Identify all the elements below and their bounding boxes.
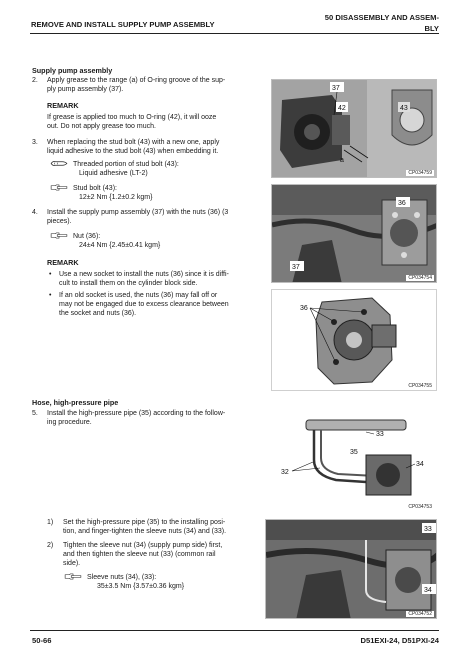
torque-line: 24±4 Nm {2.45±0.41 kgm} bbox=[79, 242, 161, 249]
step-3 bbox=[32, 138, 264, 156]
figure-high-pressure-pipe-drawing bbox=[266, 410, 437, 512]
remark-line: may not be engaged due to excess clearance between bbox=[59, 301, 229, 308]
step-text-line: ply pump assembly (37). bbox=[47, 86, 124, 93]
header-chapter-title bbox=[325, 12, 439, 34]
substep-line: side). bbox=[63, 560, 81, 567]
wrench-icon bbox=[49, 184, 69, 191]
torque-spec-sleeve-nuts bbox=[63, 573, 184, 591]
wrench-icon bbox=[63, 573, 83, 580]
substep-line: Set the high-pressure pipe (35) to the installing posi- bbox=[63, 519, 226, 526]
fig4-label-33: 33 bbox=[376, 431, 384, 438]
substep-2 bbox=[47, 541, 265, 568]
remark-line: cult to install them on the cylinder block side. bbox=[59, 280, 198, 287]
figure-code: CP034754 bbox=[408, 275, 432, 281]
step-number: 3. bbox=[32, 139, 38, 146]
remark-text bbox=[47, 113, 265, 131]
step-5 bbox=[32, 409, 264, 427]
torque-spec-stud-bolt bbox=[49, 184, 152, 202]
remark-line: out. Do not apply grease too much. bbox=[47, 123, 156, 130]
section-title-high-pressure-pipe: Hose, high-pressure pipe bbox=[32, 398, 119, 407]
substep-line: tion, and finger-tighten the sleeve nuts (34) and (33). bbox=[63, 528, 227, 535]
footer-rule bbox=[30, 630, 439, 631]
step-text-line: Apply grease to the range (a) of O-ring groove of the sup- bbox=[47, 77, 226, 84]
model-names: D51EXI-24, D51PXI-24 bbox=[360, 636, 439, 645]
header-chapter-line2: BLY bbox=[424, 24, 439, 33]
remark-heading: REMARK bbox=[47, 101, 79, 110]
step-text-line: Install the high-pressure pipe (35) according to the follow- bbox=[47, 410, 226, 417]
torque-line: Stud bolt (43): bbox=[73, 185, 117, 192]
substep-1 bbox=[47, 518, 265, 536]
figure-pump-nuts-drawing bbox=[272, 290, 437, 391]
figure-code: CP034752 bbox=[408, 611, 432, 617]
substep-number: 1) bbox=[47, 519, 54, 526]
fig1-label-42: 42 bbox=[338, 105, 346, 112]
torque-line: Nut (36): bbox=[73, 233, 101, 240]
torque-line: Sleeve nuts (34), (33): bbox=[87, 574, 157, 581]
fig5-label-33: 33 bbox=[424, 526, 432, 533]
figure-sleeve-nuts-drawing bbox=[266, 520, 437, 619]
remark-heading: REMARK bbox=[47, 258, 79, 267]
figure-high-pressure-pipe bbox=[265, 409, 437, 512]
figure-pump-oring-drawing bbox=[272, 80, 437, 178]
remark-line: the socket and nuts (36). bbox=[59, 310, 137, 317]
fig4-label-32: 32 bbox=[281, 469, 289, 476]
step-text-line: liquid adhesive to the stud bolt (43) when embedding it. bbox=[47, 148, 219, 155]
page-number: 50-66 bbox=[32, 636, 52, 645]
remark-line: Use a new socket to install the nuts (36) since it is diffi- bbox=[59, 271, 229, 278]
torque-line: 12±2 Nm {1.2±0.2 kgm} bbox=[79, 194, 153, 201]
header-section-title: REMOVE AND INSTALL SUPPLY PUMP ASSEMBLY bbox=[31, 20, 215, 29]
remark-bullets bbox=[49, 270, 265, 318]
step-number: 2. bbox=[32, 77, 38, 84]
adhesive-line: Threaded portion of stud bolt (43): bbox=[73, 161, 179, 168]
fig1-label-43: 43 bbox=[400, 105, 408, 112]
fig5-label-34: 34 bbox=[424, 587, 432, 594]
step-text-line: Install the supply pump assembly (37) with the nuts (36) (3 bbox=[47, 209, 229, 216]
figure-sleeve-nuts bbox=[265, 519, 437, 619]
fig3-label-36: 36 bbox=[300, 305, 308, 312]
fig2-label-36: 36 bbox=[398, 200, 406, 207]
fig4-label-35: 35 bbox=[350, 449, 358, 456]
remark-line: If grease is applied too much to O-ring (42), it will ooze bbox=[47, 114, 217, 121]
header-chapter-line1: 50 DISASSEMBLY AND ASSEM- bbox=[324, 13, 439, 22]
remark-bullet: • If an old socket is used, the nuts (36) may fall off or may not be engaged due to excess clearance between the socket and nuts (36). bbox=[49, 291, 265, 318]
section-title-supply-pump: Supply pump assembly bbox=[32, 66, 113, 75]
fig1-label-a: a bbox=[340, 157, 344, 164]
figure-pump-nuts bbox=[271, 289, 437, 391]
adhesive-spec bbox=[49, 160, 179, 178]
fig1-label-37: 37 bbox=[332, 85, 340, 92]
step-2 bbox=[32, 76, 264, 94]
step-text-line: When replacing the stud bolt (43) with a new one, apply bbox=[47, 139, 220, 146]
remark-bullet: • Use a new socket to install the nuts (36) since it is diffi- cult to install them on the cylinder block side. bbox=[49, 270, 265, 288]
header-rule bbox=[30, 33, 439, 34]
figure-code: CP034753 bbox=[408, 504, 432, 510]
step-text-line: ing procedure. bbox=[47, 419, 92, 426]
step-4 bbox=[32, 208, 264, 226]
figure-code: CP034755 bbox=[408, 383, 432, 389]
substep-line: Tighten the sleeve nut (34) (supply pump side) first, bbox=[63, 542, 223, 549]
remark-line: If an old socket is used, the nuts (36) may fall off or bbox=[59, 292, 218, 299]
torque-spec-nut bbox=[49, 232, 160, 250]
figure-pump-install-nuts-drawing bbox=[272, 185, 437, 283]
adhesive-icon bbox=[49, 160, 69, 167]
fig4-label-34: 34 bbox=[416, 461, 424, 468]
fig2-label-37: 37 bbox=[292, 264, 300, 271]
figure-pump-install-nuts bbox=[271, 184, 437, 283]
substep-line: and then tighten the sleeve nut (33) (common rail bbox=[63, 551, 216, 558]
wrench-icon bbox=[49, 232, 69, 239]
figure-code: CP034759 bbox=[408, 170, 432, 176]
step-number: 5. bbox=[32, 410, 38, 417]
torque-line: 35±3.5 Nm {3.57±0.36 kgm} bbox=[97, 583, 185, 590]
figure-pump-oring bbox=[271, 79, 437, 178]
adhesive-line: Liquid adhesive (LT-2) bbox=[79, 170, 148, 177]
step-number: 4. bbox=[32, 209, 38, 216]
substep-number: 2) bbox=[47, 542, 54, 549]
step-text-line: pieces). bbox=[47, 218, 72, 225]
